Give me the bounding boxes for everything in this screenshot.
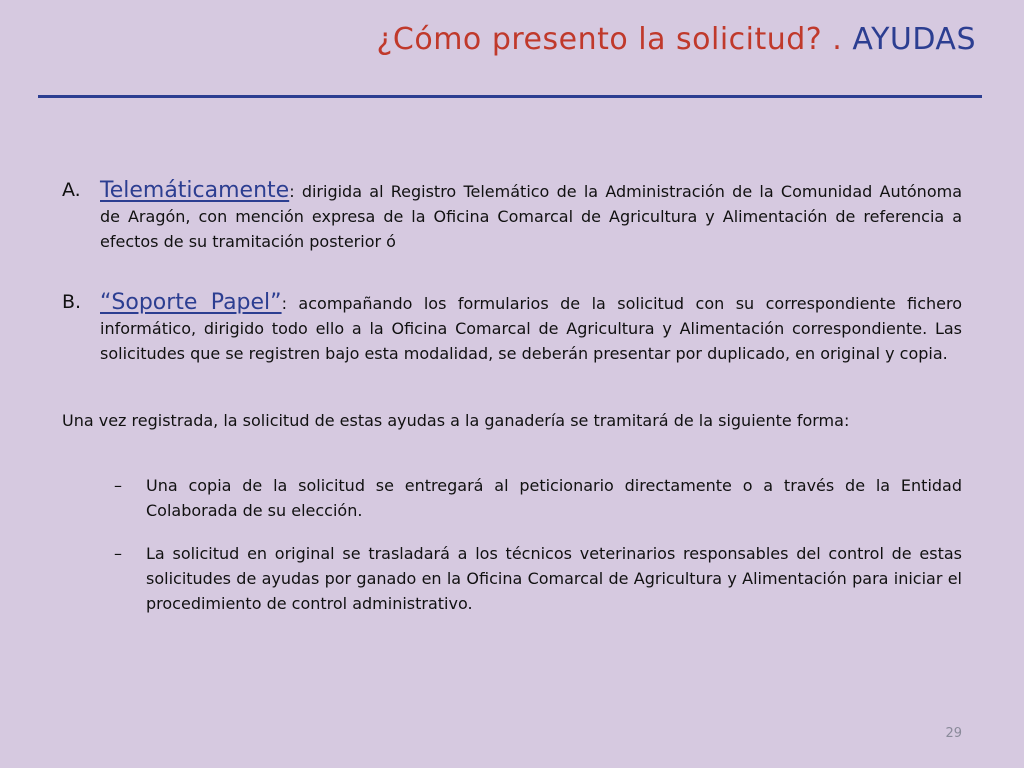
item-heading-colon: :: [281, 294, 287, 313]
title-question: ¿Cómo presento la solicitud?: [376, 22, 823, 57]
list-item-telematic: [62, 178, 962, 254]
title-underline-rule: [38, 95, 982, 98]
title-topic: AYUDAS: [852, 22, 976, 57]
list-item-paper: [62, 290, 962, 366]
page-number: 29: [945, 726, 962, 741]
dash-marker: –: [114, 544, 122, 563]
item-text-telematic: dirigida al Registro Telemático de la Administración de la Comunidad Autónoma de Aragón, con mención expresa de la Oficina Comarcal de Agricultura y Alimentación de referencia a efectos de su tramitación posterior ó: [100, 182, 962, 251]
item-heading-paper: “Soporte Papel”: [100, 290, 282, 315]
slide-content: [62, 178, 962, 616]
list-marker-b: B.: [62, 291, 82, 313]
processing-paragraph: Una vez registrada, la solicitud de estas ayudas a la ganadería se tramitará de la siguiente forma:: [62, 411, 850, 430]
list-marker-a: A.: [62, 179, 81, 201]
item-heading-colon: :: [289, 182, 295, 201]
item-text-paper: acompañando los formularios de la solicitud con su correspondiente fichero informático, dirigido todo ello a la Oficina Comarcal de Agricultura y Alimentación correspondiente. Las solicitudes que se registren bajo esta modalidad, se deberán presentar por duplicado, en original y copia.: [100, 294, 963, 363]
item-heading-telematic: Telemáticamente: [100, 178, 290, 203]
sub-list-item-copy: [114, 473, 962, 523]
sub-item-text-original: La solicitud en original se trasladará a los técnicos veterinarios responsables del control de estas solicitudes de ayudas por ganado en la Oficina Comarcal de Agricultura y Alimentación para iniciar el procedimiento de control administrativo.: [146, 544, 962, 613]
sub-list-item-original: [114, 541, 962, 616]
dash-marker: –: [114, 476, 122, 495]
slide-title: [376, 22, 976, 57]
sub-item-text-copy: Una copia de la solicitud se entregará al peticionario directamente o a través de la Entidad Colaborada de su elección.: [146, 476, 962, 520]
title-separator: .: [832, 22, 843, 57]
